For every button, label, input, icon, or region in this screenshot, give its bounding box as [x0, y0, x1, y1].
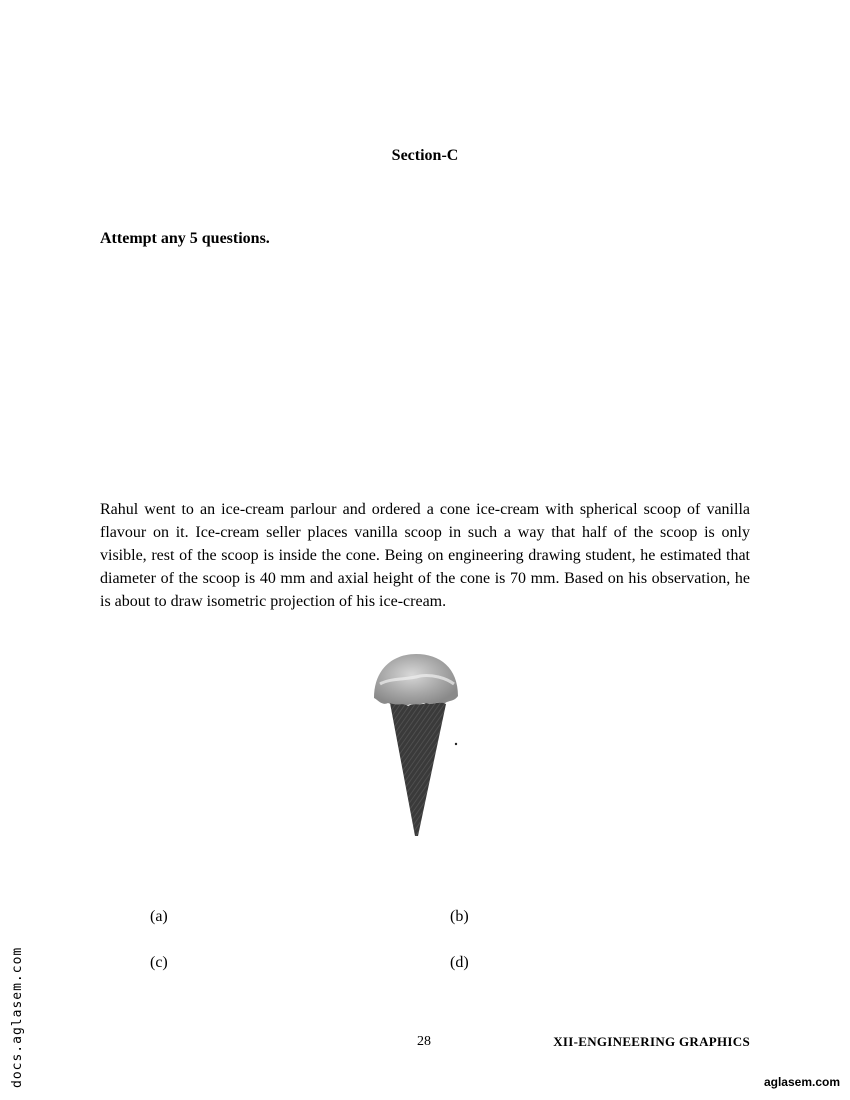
cone-shape — [390, 703, 446, 836]
option-a: (a) — [150, 908, 168, 925]
option-d: (d) — [450, 954, 469, 971]
option-b: (b) — [450, 908, 469, 925]
page-number: 28 — [417, 1034, 431, 1049]
ice-cream-cone-illustration — [366, 648, 466, 843]
ice-cream-cone-icon — [366, 648, 466, 843]
brand-watermark: aglasem.com — [763, 1075, 840, 1089]
question-text: Rahul went to an ice-cream parlour and ordered a cone ice-cream with spherical scoop of vanilla flavour on it. Ice-cream seller places vanilla scoop in such a way that half of the scoop is only visible, rest of the scoop is inside the cone. Being on engineering drawing student, he estimated that diameter of the scoop is 40 mm and axial height of the cone is 70 mm. Based on his observation, he is about to draw isometric projection of his ice-cream. — [100, 501, 750, 610]
side-watermark: docs.aglasem.com — [10, 946, 25, 1088]
option-c: (c) — [150, 954, 168, 971]
section-title: Section-C — [391, 147, 459, 164]
subject-footer: XII-ENGINEERING GRAPHICS — [553, 1034, 750, 1049]
instruction-text: Attempt any 5 questions. — [100, 230, 270, 247]
